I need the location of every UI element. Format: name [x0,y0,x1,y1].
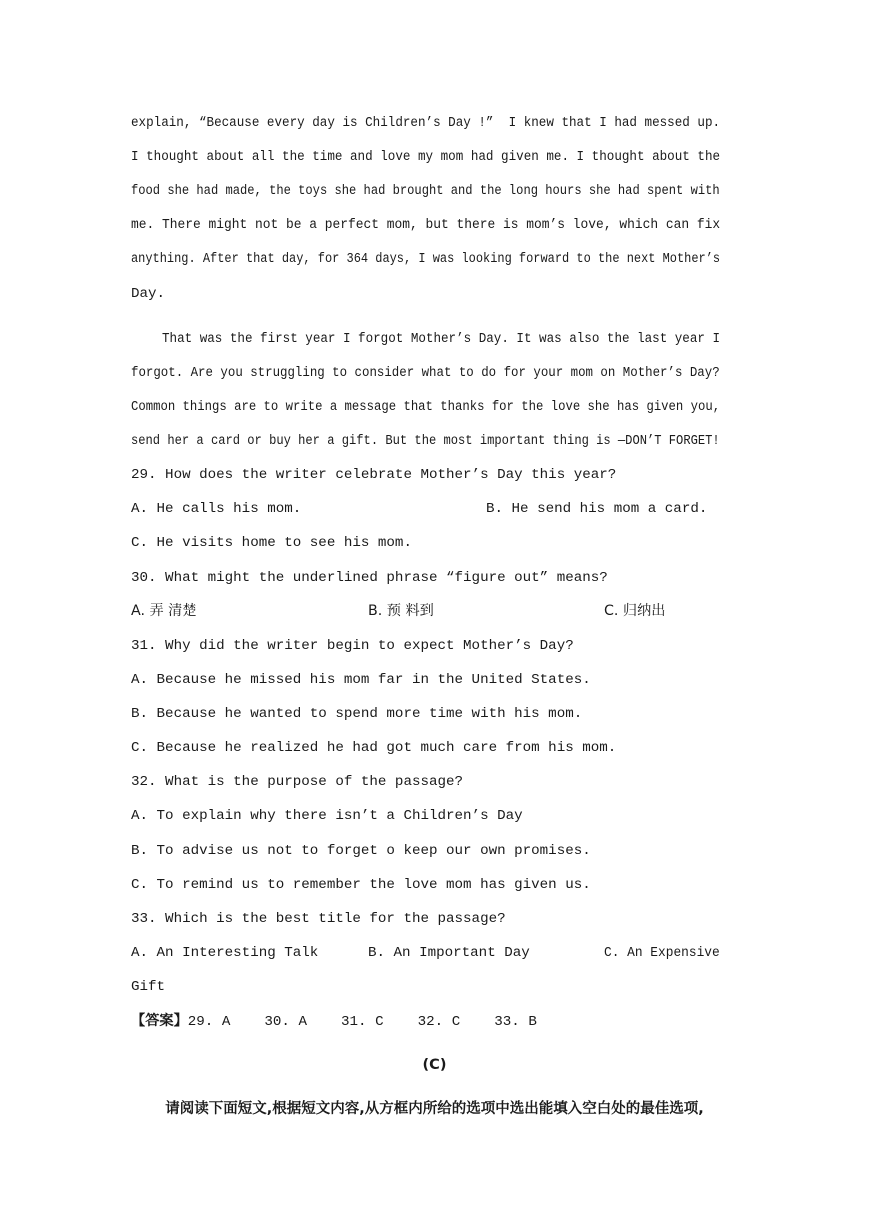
passage-line: Common things are to write a message that thanks for the love she has given you, [131,399,721,415]
passage-line: anything. After that day, for 364 days, I was looking forward to the next Mother’s [131,251,721,267]
option-c: C. An Expensive [604,945,720,961]
passage-line: explain, “Because every day is Children’s Day !” I knew that I had messed up. [131,115,721,131]
question-stem: 29. How does the writer celebrate Mother’s Day this year? [131,467,617,483]
option-a: A. An Interesting Talk [131,945,319,961]
option-b: B. He send his mom a card. [486,501,708,517]
answer-key [131,1014,537,1029]
option-c: C. To remind us to remember the love mom has given us. [131,877,591,893]
section-heading: (C) [422,1057,447,1073]
option-c: C. He visits home to see his mom. [131,535,412,551]
section-instruction: 请阅读下面短文,根据短文内容,从方框内所给的选项中选出能填入空白处的最佳选项, [165,1101,704,1117]
question-stem: 31. Why did the writer begin to expect Mother’s Day? [131,638,574,654]
answer-values: 29. A 30. A 31. C 32. C 33. B [187,1014,537,1030]
question-stem: 30. What might the underlined phrase “figure out” means? [131,570,608,586]
option-a: A. To explain why there isn’t a Children’s Day [131,808,523,824]
option-a: A. He calls his mom. [131,501,302,517]
option-b: B. Because he wanted to spend more time with his mom. [131,706,583,722]
option-b: B. An Important Day [368,945,530,961]
answer-label: 【答案】 [131,1013,188,1029]
option-c: C. 归纳出 [604,603,666,619]
passage-line: send her a card or buy her a gift. But the most important thing is —DON’T FORGET! [131,433,720,449]
question-stem: 33. Which is the best title for the passage? [131,911,506,927]
passage-line: forgot. Are you struggling to consider what to do for your mom on Mother’s Day? [131,365,720,381]
option-c: C. Because he realized he had got much care from his mom. [131,740,617,756]
passage-line: I thought about all the time and love my mom had given me. I thought about the [131,149,721,165]
option-c-continued: Gift [131,979,166,995]
option-a: A. 弄 清楚 [131,603,197,619]
passage-line: Day. [131,286,166,302]
option-b: B. To advise us not to forget o keep our own promises. [131,843,591,859]
option-a: A. Because he missed his mom far in the United States. [131,672,591,688]
passage-line: food she had made, the toys she had brought and the long hours she had spent with [131,183,720,199]
question-stem: 32. What is the purpose of the passage? [131,774,464,790]
passage-line: me. There might not be a perfect mom, but there is mom’s love, which can fix [131,217,721,233]
option-b: B. 预 料到 [368,603,434,619]
passage-line: That was the first year I forgot Mother’s Day. It was also the last year I [162,331,721,347]
